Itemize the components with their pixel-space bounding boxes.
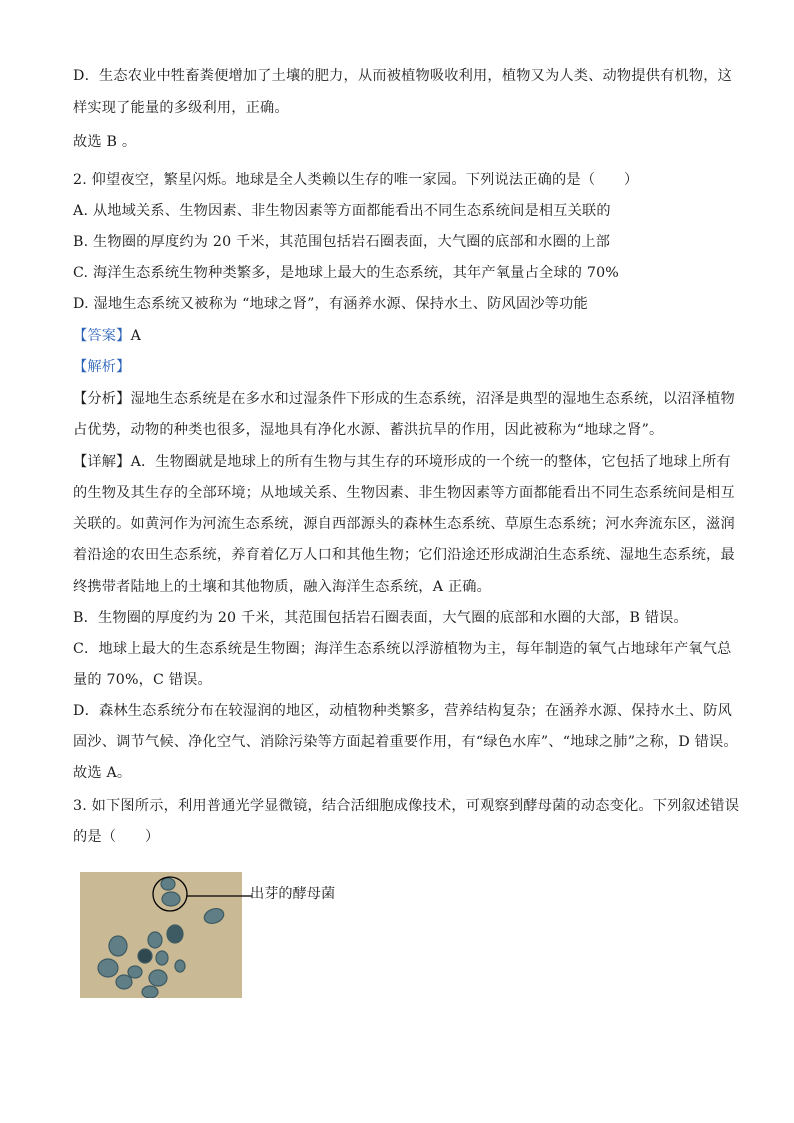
option-d: D. 湿地生态系统又被称为 “地球之肾”，有涵养水源、保持水土、防风固沙等功能 xyxy=(73,296,588,312)
yeast-cell xyxy=(142,986,158,998)
text-line: D．森林生态系统分布在较湿润的地区，动植物种类繁多，营养结构复杂；在涵养水源、保持水土、防风 xyxy=(73,703,733,719)
fenxi-line xyxy=(73,389,735,409)
yeast-cell xyxy=(175,960,185,972)
answer-line xyxy=(73,326,723,346)
yeast-cell xyxy=(162,892,180,906)
text-line: C．地球上最大的生态系统是生物圈；海洋生态系统以浮游植物为主，每年制造的氧气占地球年产氧气总 xyxy=(73,641,732,657)
option-c: C. 海洋生态系统生物种类繁多，是地球上最大的生态系统，其年产氧量占全球的 70% xyxy=(73,265,619,281)
yeast-cell xyxy=(202,906,226,926)
text-line: 终携带者陆地上的土壤和其他物质，融入海洋生态系统，A 正确。 xyxy=(73,579,492,595)
answer-value: A xyxy=(130,328,142,344)
question-3-stem: 3. 如下图所示，利用普通光学显微镜，结合活细胞成像技术，可观察到酵母菌的动态变化。下列叙述错误 xyxy=(73,798,740,814)
text-line: 故选 A。 xyxy=(73,765,132,781)
yeast-cell xyxy=(116,975,132,989)
xiangjie-tag: 【详解】 xyxy=(73,454,131,470)
option-a: A. 从地域关系、生物因素、非生物因素等方面都能看出不同生态系统间是相互关联的 xyxy=(73,203,611,219)
yeast-cell xyxy=(148,932,162,948)
text-line: B．生物圈的厚度约为 20 千米，其范围包括岩石圈表面，大气圈的底部和水圈的大部，B 错误。 xyxy=(73,610,688,626)
yeast-cells-image xyxy=(80,872,242,998)
text-line: 固沙、调节气候、净化空气、消除污染等方面起着重要作用，有“绿色水库”、“地球之肺”之称，D 错误。 xyxy=(73,734,738,750)
analysis-heading xyxy=(73,357,723,377)
analysis-tag: 【解析】 xyxy=(73,359,131,375)
xiangjie-text: A．生物圈就是地球上的所有生物与其生存的环境形成的一个统一的整体，它包括了地球上所有 xyxy=(130,454,731,470)
option-b: B. 生物圈的厚度约为 20 千米，其范围包括岩石圈表面，大气圈的底部和水圈的上部 xyxy=(73,234,611,250)
yeast-cell xyxy=(167,925,183,943)
text-line: 的是（ ） xyxy=(73,829,160,845)
figure-label: 出芽的酵母菌 xyxy=(250,886,336,902)
text-line: 故选 B 。 xyxy=(73,134,137,150)
text-line: 的生物及其生存的全部环境；从地域关系、生物因素、非生物因素等方面都能看出不同生态系统间是相互 xyxy=(73,485,735,501)
fenxi-line-2: 占优势，动物的种类也很多，湿地具有净化水源、蓄洪抗旱的作用，因此被称为“地球之肾”。 xyxy=(73,422,664,438)
yeast-cell xyxy=(161,878,175,890)
yeast-micrograph xyxy=(80,872,242,998)
yeast-cell xyxy=(98,959,118,977)
fenxi-tag: 【分析】 xyxy=(73,391,131,407)
text-line: 量的 70%，C 错误。 xyxy=(73,672,212,688)
yeast-cell xyxy=(156,951,168,965)
yeast-cell xyxy=(138,949,152,963)
fenxi-text: 湿地生态系统是在多水和过湿条件下形成的生态系统，沼泽是典型的湿地生态系统，以沼泽植物 xyxy=(130,391,735,407)
yeast-cell xyxy=(109,936,127,956)
xiangjie-line xyxy=(73,452,731,472)
text-line: 样实现了能量的多级利用，正确。 xyxy=(73,100,289,116)
text-line: D．生态农业中牲畜粪便增加了土壤的肥力，从而被植物吸收利用，植物又为人类、动物提供有机物，这 xyxy=(73,68,733,84)
text-line: 关联的。如黄河作为河流生态系统，源自西部源头的森林生态系统、草原生态系统；河水奔流东区，滋润 xyxy=(73,516,735,532)
text-line: 着沿途的农田生态系统，养育着亿万人口和其他生物；它们沿途还形成湖泊生态系统、湿地生态系统，最 xyxy=(73,547,735,563)
question-2-stem: 2. 仰望夜空，繁星闪烁。地球是全人类赖以生存的唯一家园。下列说法正确的是（ ） xyxy=(73,172,639,188)
answer-tag: 【答案】 xyxy=(73,328,131,344)
yeast-cell xyxy=(128,966,142,978)
yeast-cell xyxy=(149,970,167,986)
